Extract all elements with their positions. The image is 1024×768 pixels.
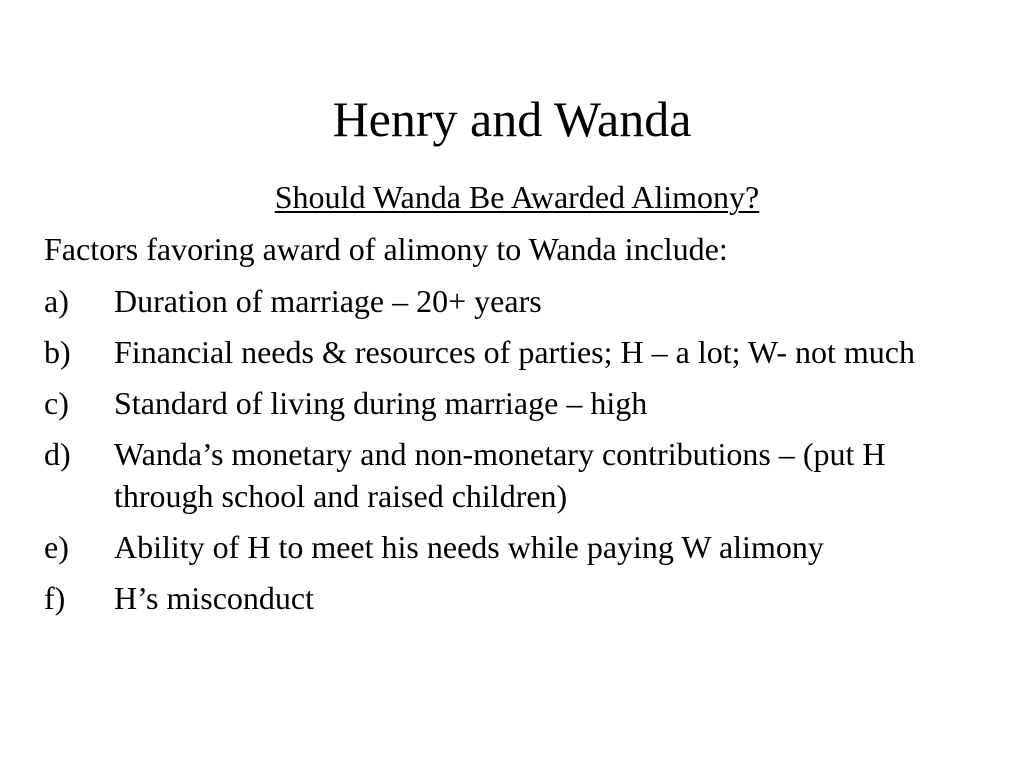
list-marker: b) <box>44 334 71 370</box>
list-item <box>44 280 984 322</box>
slide-subtitle: Should Wanda Be Awarded Alimony? <box>274 179 760 215</box>
list-item <box>44 577 984 619</box>
list-marker: c) <box>44 385 69 421</box>
list-marker: d) <box>44 436 71 472</box>
list-item-text: Financial needs & resources of parties; H – a lot; W- not much <box>114 334 915 370</box>
list-item <box>44 526 984 568</box>
list-marker: a) <box>44 283 69 319</box>
list-item-text: H’s misconduct <box>114 580 314 616</box>
list-item <box>44 382 984 424</box>
slide-title: Henry and Wanda <box>332 91 692 147</box>
factors-list <box>44 280 984 628</box>
list-item <box>44 433 984 517</box>
list-item <box>44 331 984 373</box>
list-item-text: Duration of marriage – 20+ years <box>114 283 542 319</box>
list-marker: e) <box>44 529 69 565</box>
list-item-text: Standard of living during marriage – high <box>114 385 648 421</box>
list-item-text: Wanda’s monetary and non-monetary contributions – (put H through school and raised children) <box>114 436 886 514</box>
list-item-text: Ability of H to meet his needs while paying W alimony <box>114 529 824 565</box>
intro-text: Factors favoring award of alimony to Wanda include: <box>44 231 728 267</box>
list-marker: f) <box>44 580 66 616</box>
